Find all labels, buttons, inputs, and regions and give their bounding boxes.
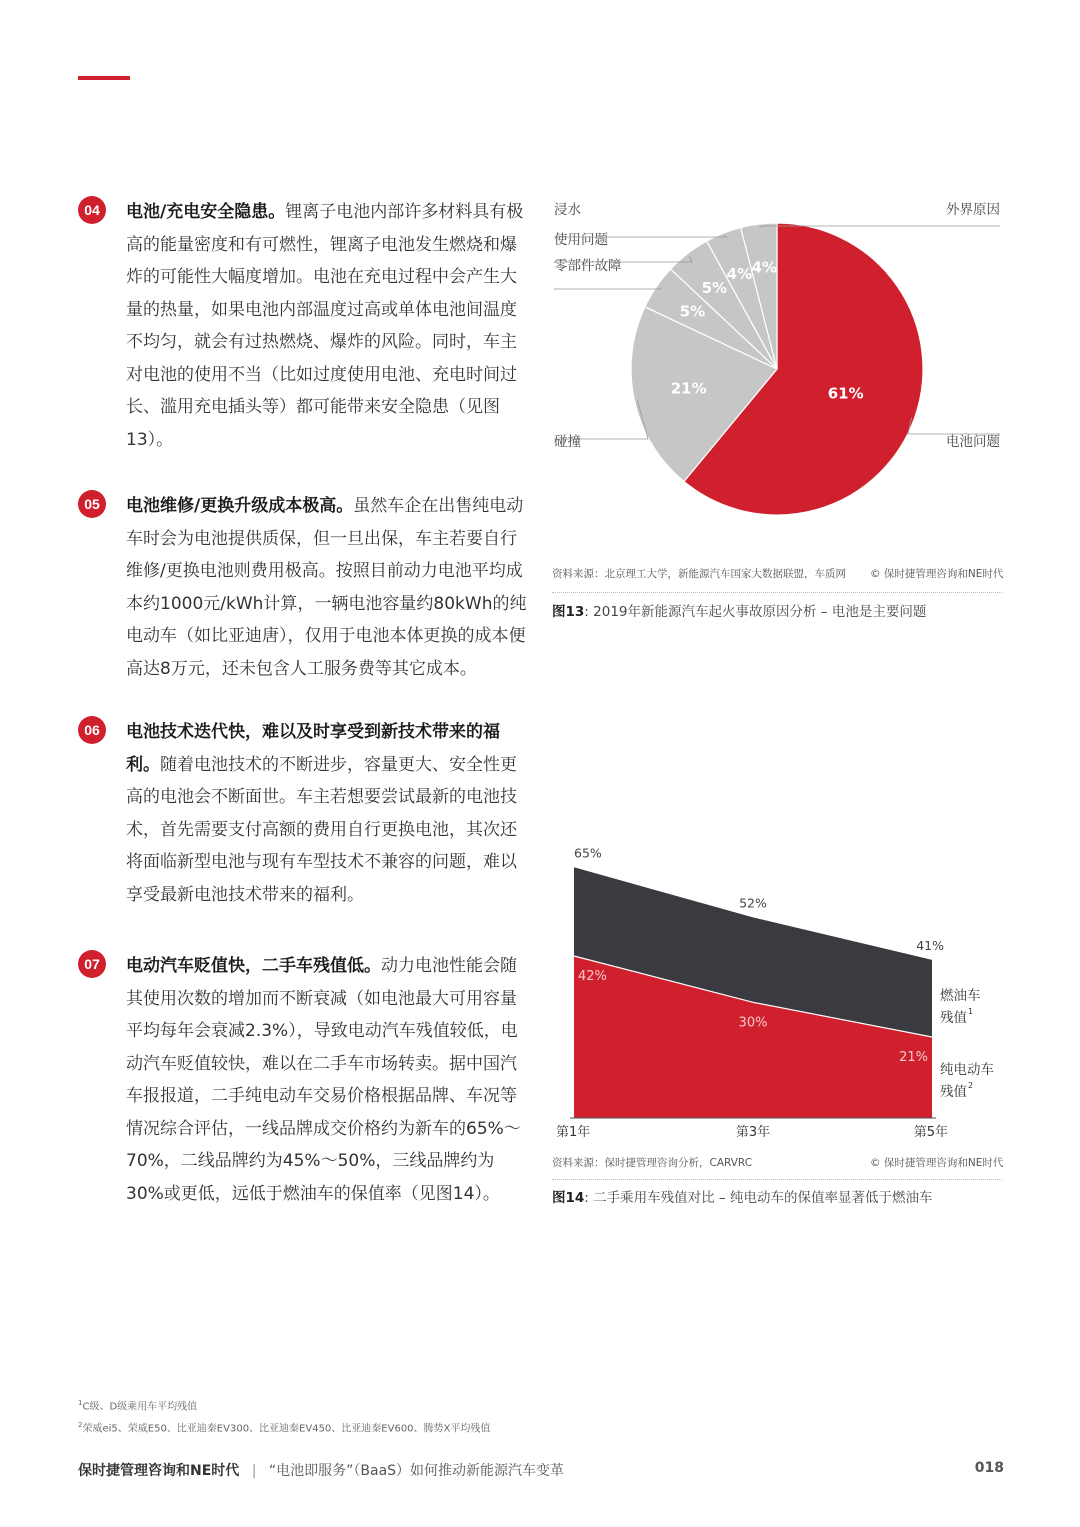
page-number: 018: [974, 1460, 1004, 1476]
ev-value-label: 42%: [578, 969, 607, 984]
figure-14-area-chart: [548, 848, 1004, 1140]
figure-14-copyright: © 保时捷管理咨询和NE时代: [870, 1157, 1004, 1169]
legend-ev-line1: 纯电动车: [940, 1062, 994, 1078]
item-body: 锂离子电池内部许多材料具有极高的能量密度和有可燃性，锂离子电池发生燃烧和爆炸的可能性大幅度增加。电池在充电过程中会产生大量的热量，如果电池内部温度过高或单体电池间温度不均匀，就会有过热燃烧、爆炸的风险。同时，车主对电池的使用不当（比如过度使用电池、充电时间过长、滥用充电插头等）都可能带来安全隐患（见图13）。: [126, 202, 524, 450]
item-06: [78, 716, 530, 911]
item-title: 电池/充电安全隐患。: [126, 202, 286, 222]
area-chart-svg: [548, 848, 1004, 1140]
figure-14-caption: [552, 1186, 932, 1206]
legend-fuel-line1: 燃油车: [940, 988, 981, 1004]
item-number-badge: 06: [78, 716, 106, 744]
pie-value-label: 61%: [827, 384, 864, 403]
x-tick-label: 第1年: [556, 1125, 591, 1140]
pie-chart-svg: [552, 190, 1004, 530]
x-tick-label: 第5年: [913, 1125, 948, 1140]
pie-value-label: 21%: [670, 379, 707, 398]
figure-13-caption: [552, 600, 926, 620]
item-body: 随着电池技术的不断进步，容量更大、安全性更高的电池会不断面世。车主若想要尝试最新的电池技术，首先需要支付高额的费用自行更换电池，其次还将面临新型电池与现有车型技术不兼容的问题，难以享受最新电池技术带来的福利。: [126, 754, 517, 905]
pie-category-label: 电池问题: [946, 434, 1000, 450]
figure-13-copyright: © 保时捷管理咨询和NE时代: [870, 568, 1004, 580]
item-07: [78, 950, 530, 1210]
item-number-badge: 05: [78, 490, 106, 518]
figure-13-caption-text: : 2019年新能源汽车起火事故原因分析 – 电池是主要问题: [584, 604, 927, 620]
item-paragraph: [126, 950, 530, 1210]
legend-fuel-line2: 残值: [940, 1010, 967, 1026]
footnote-2: $^2$荣威ei5、荣威E50、比亚迪秦EV300、比亚迪秦EV450、比亚迪秦EV600、腾势X平均残值: [78, 1421, 491, 1435]
item-title: 电池技术迭代快，难以及时享受到新技术带来的福利。: [126, 722, 500, 775]
item-paragraph: [126, 490, 530, 685]
pie-category-label: 使用问题: [554, 232, 608, 248]
page-footer: [78, 1460, 1004, 1480]
item-paragraph: [126, 716, 530, 911]
legend-ev-line2: 残值: [940, 1084, 967, 1100]
legend-ev-sup: 2: [968, 1081, 974, 1090]
ev-value-label: 21%: [899, 1050, 928, 1065]
pie-category-label: 外界原因: [946, 202, 1000, 218]
footer-brand: 保时捷管理咨询和NE时代: [78, 1463, 240, 1479]
pie-category-label: 浸水: [554, 202, 581, 218]
footnote-1: $^1$C级、D级乘用车平均残值: [78, 1399, 198, 1413]
figure-14-caption-label: 图14: [552, 1190, 585, 1206]
item-paragraph: [126, 196, 530, 456]
figure-13-caption-label: 图13: [552, 604, 585, 620]
footnotes: [78, 1394, 490, 1439]
figure-13-source: 资料来源：北京理工大学，新能源汽车国家大数据联盟，车质网: [552, 568, 846, 580]
legend-fuel-sup: 1: [968, 1007, 974, 1016]
pie-leader-line: [908, 417, 1000, 434]
pie-value-label: 5%: [679, 302, 706, 321]
item-body: 动力电池性能会随其使用次数的增加而不断衰减（如电池最大可用容量平均每年会衰减2.3%），导致电动汽车残值较低，电动汽车贬值较快，难以在二手车市场转卖。据中国汽车报报道，二手纯电动车交易价格根据品牌、车况等情况综合评估，一线品牌成交价格约为新车的65%～70%，二线品牌约为45%～50%，三线品牌约为30%或更低，远低于燃油车的保值率（见图14）。: [126, 956, 521, 1204]
figure-13-divider: [552, 592, 1002, 593]
pie-value-label: 4%: [726, 264, 753, 283]
item-number-badge: 07: [78, 950, 106, 978]
item-title: 电池维修/更换升级成本极高。: [126, 496, 354, 516]
figure-14-caption-text: : 二手乘用车残值对比 – 纯电动车的保值率显著低于燃油车: [584, 1190, 933, 1206]
footer-separator: |: [251, 1463, 257, 1479]
pie-value-label: 4%: [751, 258, 777, 277]
pie-value-label: 5%: [701, 279, 728, 298]
figure-14-source: 资料来源：保时捷管理咨询分析，CARVRC: [552, 1157, 753, 1169]
item-05: [78, 490, 530, 685]
item-number-badge: 04: [78, 196, 106, 224]
figure-13-pie-chart: [552, 190, 1004, 530]
top-accent-rule: [78, 76, 130, 80]
figure-14-divider: [552, 1179, 1002, 1180]
fuel-value-label: 65%: [574, 848, 602, 861]
footer-subtitle: “电池即服务”（BaaS）如何推动新能源汽车变革: [268, 1463, 565, 1479]
item-body: 虽然车企在出售纯电动车时会为电池提供质保，但一旦出保，车主若要自行维修/更换电池则费用极高。按照目前动力电池平均成本约1000元/kWh计算，一辆电池容量约80kWh的纯电动车（如比亚迪唐），仅用于电池本体更换的成本便高达8万元，还未包含人工服务费等其它成本。: [126, 496, 527, 679]
item-04: [78, 196, 530, 456]
fuel-value-label: 52%: [739, 895, 767, 911]
x-tick-label: 第3年: [735, 1125, 771, 1140]
pie-category-label: 零部件故障: [554, 258, 622, 274]
item-title: 电动汽车贬值快，二手车残值低。: [126, 956, 381, 976]
fuel-value-label: 41%: [916, 937, 944, 953]
ev-value-label: 30%: [738, 1015, 768, 1031]
pie-category-label: 碰撞: [554, 434, 581, 450]
